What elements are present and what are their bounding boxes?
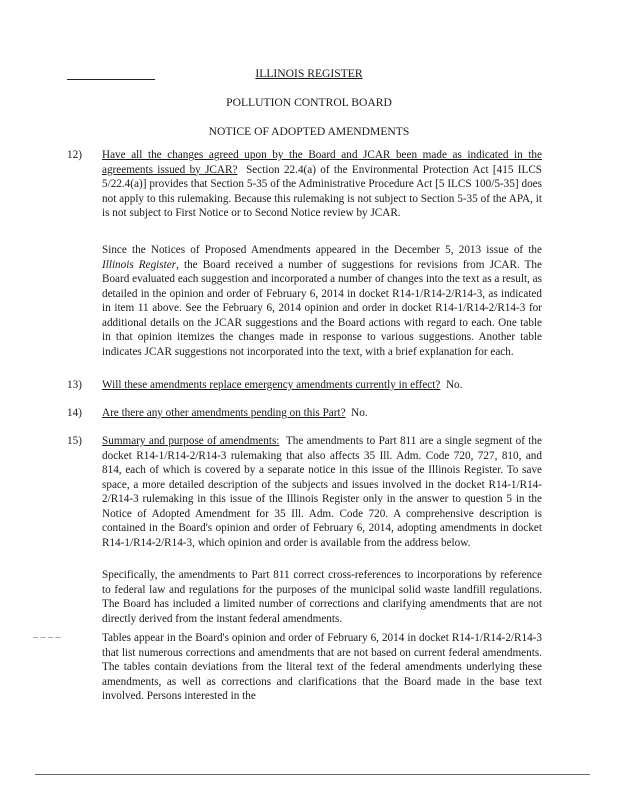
paragraph-text: Specifically, the amendments to Part 811 correct cross-references to incorporations by reference to federal law and regulations for the purposes of the municipal solid waste landfill regulations. The Board has included a limited number of corrections and clarifying amendments that are not directly derived from the instant federal amendments.	[102, 569, 542, 625]
paragraph-italic-text: Illinois Register	[102, 258, 177, 271]
notice-type: NOTICE OF ADOPTED AMENDMENTS	[208, 125, 410, 138]
item-question: Will these amendments replace emergency amendments currently in effect?	[102, 379, 441, 391]
agency-name: POLLUTION CONTROL BOARD	[226, 96, 392, 109]
item-body	[102, 148, 542, 221]
paragraph-jcar-suggestions	[102, 243, 542, 359]
item-body	[102, 378, 542, 393]
paragraph-tables	[102, 631, 542, 704]
margin-mark: – – – –	[33, 632, 61, 643]
item-answer: No.	[445, 379, 463, 391]
item-question: Are there any other amendments pending on this Part?	[102, 407, 346, 419]
register-title: ILLINOIS REGISTER	[255, 67, 363, 80]
item-number: 12)	[67, 149, 82, 161]
item-question: Have all the changes agreed upon by the Board and JCAR been made as indicated in the agreements issued by JCAR?	[102, 149, 542, 176]
item-answer: The amendments to Part 811 are a single segment of the docket R14-1/R14-2/R14-3 rulemaking that also affects 35 Ill. Adm. Code 720, 727, 810, and 814, each of which is covered by a separate notice in this issue of the Illinois Register. To save space, a more detailed description of the subjects and issues involved in the docket R14-1/R14-2/R14-3 rulemaking in this issue of the Illinois Register only in the answer to question 5 in the Notice of Adopted Amendment for 35 Ill. Adm. Code 720. A comprehensive description is contained in the Board's opinion and order of February 6, 2014, adopting amendments in docket R14-1/R14-2/R14-3, which opinion and order is available from the address below.	[102, 435, 542, 549]
paragraph-part-811	[102, 568, 542, 626]
paragraph-text: , the Board received a number of suggestions for revisions from JCAR. The Board evaluated each suggestion and incorporated a number of changes into the text as a result, as detailed in the opinion and order of February 6, 2014 in docket R14-1/R14-2/R14-3, as indicated in item 11 above. See the February 6, 2014 opinion and order in docket R14-1/R14-2/R14-3 for additional details on the JCAR suggestions and the Board actions with regard to each. One table in that opinion itemizes the changes made in response to various suggestions. Another table indicates JCAR suggestions not incorporated into the text, with a brief explanation for each.	[102, 258, 542, 358]
item-body	[102, 406, 542, 421]
item-answer: No.	[351, 407, 368, 419]
footer-rule	[35, 774, 590, 775]
item-body	[102, 434, 542, 550]
paragraph-text: Tables appear in the Board's opinion and order of February 6, 2014 in docket R14-1/R14-2/R14-3 that list numerous corrections and amendments that are not based on current federal amendments. The tables contain deviations from the literal text of the federal amendments underlying these amendments, as well as corrections and clarifications that the Board made in the base text involved. Persons interested in the	[102, 632, 542, 702]
item-answer: Section 22.4(a) of the Environmental Protection Act [415 ILCS 5/22.4(a)] provides that Section 5-35 of the Administrative Procedure Act [5 ILCS 100/5-35] does not apply to this rulemaking. Because this rulemaking is not subject to Section 5-35 of the APA, it is not subject to First Notice or to Second Notice review by JCAR.	[102, 163, 543, 219]
item-number: 13)	[67, 379, 82, 391]
item-number: 15)	[67, 435, 82, 447]
item-number: 14)	[67, 407, 82, 419]
item-question: Summary and purpose of amendments:	[102, 435, 280, 447]
paragraph-text: Since the Notices of Proposed Amendments appeared in the December 5, 2013 issue of the	[102, 244, 542, 256]
